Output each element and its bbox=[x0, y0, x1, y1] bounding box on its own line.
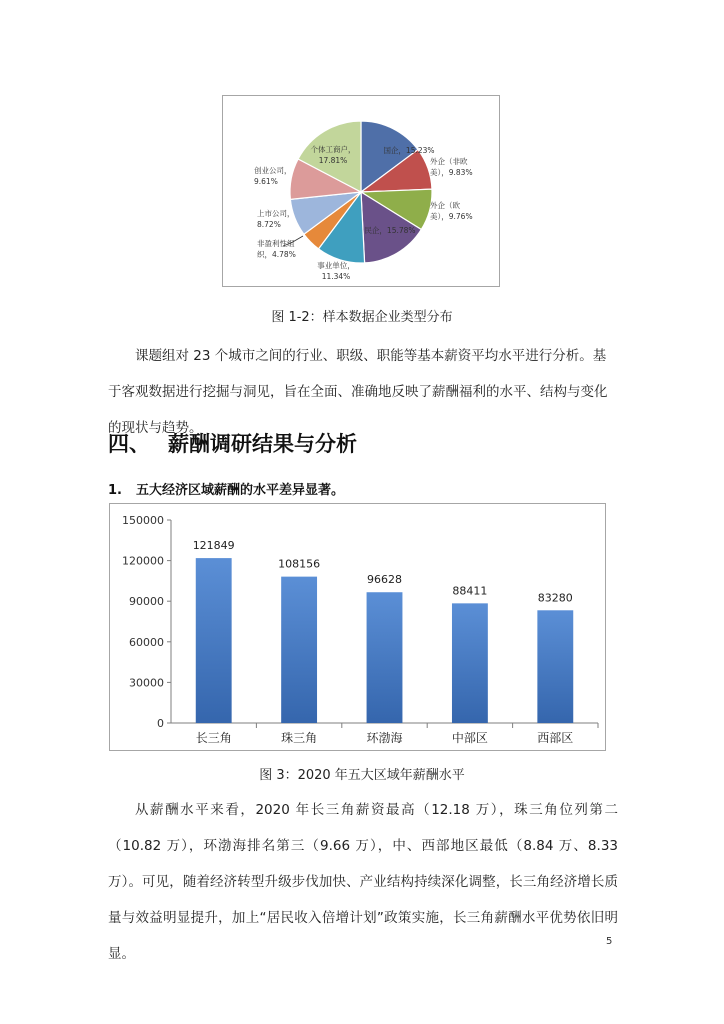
bar-value-label: 83280 bbox=[537, 591, 573, 605]
x-category-label: 环渤海 bbox=[366, 731, 403, 745]
x-category-label: 中部区 bbox=[451, 731, 488, 745]
pie-chart bbox=[223, 96, 499, 286]
bar-value-label: 108156 bbox=[278, 557, 321, 571]
y-tick-label: 120000 bbox=[122, 554, 164, 568]
section-heading-text: 薪酬调研结果与分析 bbox=[168, 432, 357, 456]
pie-chart-caption: 图 1-2：样本数据企业类型分布 bbox=[271, 310, 453, 325]
bar bbox=[196, 558, 232, 723]
pie-chart-frame bbox=[222, 95, 500, 287]
section-heading bbox=[108, 428, 357, 458]
section-heading-number: 四、 bbox=[108, 432, 150, 456]
pie-slice-label: 上市公司， 8.72% bbox=[257, 209, 295, 229]
bar-value-label: 96628 bbox=[367, 573, 402, 587]
bar-value-label: 88411 bbox=[452, 584, 488, 598]
subsection-heading-text: 五大经济区域薪酬的水平差异显著。 bbox=[136, 483, 345, 498]
pie-slice-label: 事业单位， 11.34% bbox=[317, 261, 355, 281]
y-tick-label: 0 bbox=[157, 717, 164, 730]
x-category-label: 珠三角 bbox=[281, 731, 318, 745]
page-number: 5 bbox=[606, 936, 613, 947]
bar bbox=[367, 592, 403, 723]
bar-chart-frame bbox=[109, 503, 606, 751]
y-tick-label: 30000 bbox=[129, 676, 164, 690]
x-category-label: 西部区 bbox=[537, 731, 574, 745]
pie-slice-label: 个体工商户， 17.81% bbox=[310, 145, 356, 165]
subsection-heading bbox=[108, 479, 344, 498]
y-tick-label: 150000 bbox=[122, 514, 164, 527]
bar-chart bbox=[110, 504, 605, 750]
bar bbox=[537, 610, 573, 723]
pie-slice-label: 民企，15.78% bbox=[364, 226, 416, 235]
bar-chart-caption: 图 3：2020 年五大区域年薪酬水平 bbox=[259, 768, 465, 783]
y-tick-label: 60000 bbox=[129, 635, 164, 649]
analysis-paragraph bbox=[108, 792, 618, 972]
subsection-heading-number: 1. bbox=[108, 483, 122, 498]
pie-slice-label: 国企，15.23% bbox=[383, 146, 435, 155]
y-tick-label: 90000 bbox=[129, 595, 164, 609]
x-category-label: 长三角 bbox=[195, 731, 232, 745]
bar bbox=[452, 603, 488, 723]
pie-slice-label: 非盈利性组织，4.78% bbox=[257, 239, 296, 259]
bar bbox=[281, 577, 317, 723]
bar-value-label: 121849 bbox=[192, 539, 235, 553]
analysis-paragraph-text: 从薪酬水平来看，2020 年长三角薪资最高（12.18 万），珠三角位列第二（10.82 万），环渤海排名第三（9.66 万），中、西部地区最低（8.84 万、8.33 万）。可见，随着经济转型升级步伐加快、产业结构持续深化调整，长三角经济增长质量与效益明显提升，加上“居民收入倍增计划”政策实施，长三角薪酬水平优势依旧明显。 bbox=[108, 802, 618, 962]
intro-paragraph-text: 课题组对 23 个城市之间的行业、职级、职能等基本薪资平均水平进行分析。基于客观数据进行挖掘与洞见，旨在全面、准确地反映了薪酬福利的水平、结构与变化的现状与趋势。 bbox=[108, 348, 608, 436]
pie-slice-label: 外企（非欧美），9.83% bbox=[430, 157, 473, 177]
pie-slice-label: 创业公司， 9.61% bbox=[254, 166, 292, 186]
pie-slice-label: 外企（欧美），9.76% bbox=[430, 201, 473, 221]
